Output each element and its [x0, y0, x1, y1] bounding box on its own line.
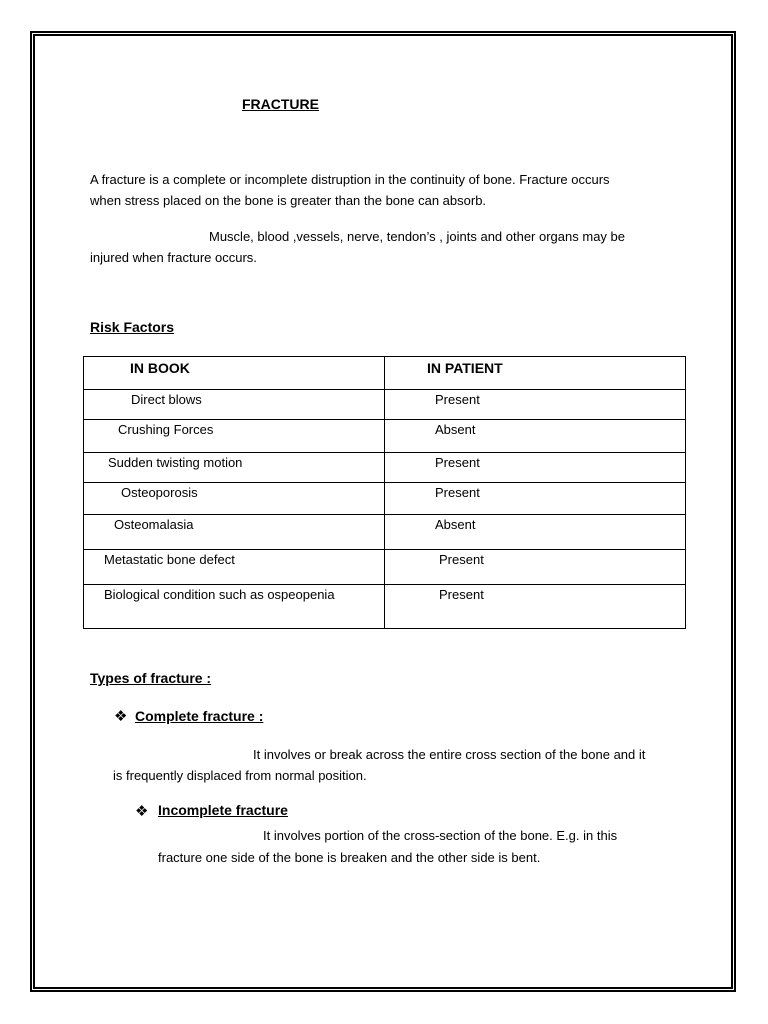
cell-text: Crushing Forces: [118, 422, 214, 437]
table-cell-patient: [385, 453, 686, 483]
column-header-label: IN PATIENT: [427, 360, 503, 376]
column-header-in-book: [84, 357, 385, 390]
table-row: [84, 585, 686, 629]
risk-factors-table: [83, 356, 686, 629]
cell-text: Present: [439, 587, 484, 602]
cell-text: Absent: [435, 517, 476, 532]
intro-line-4: injured when fracture occurs.: [90, 250, 257, 265]
complete-fracture-line-2: is frequently displaced from normal position.: [113, 768, 367, 783]
diamond-bullet-icon: ❖: [135, 803, 149, 820]
page-title: FRACTURE: [242, 96, 319, 112]
incomplete-fracture-line-2: fracture one side of the bone is breaken and the other side is bent.: [158, 850, 541, 865]
diamond-bullet-icon: ❖: [114, 708, 128, 725]
cell-text: Biological condition such as ospeopenia: [104, 587, 335, 602]
table-header-row: [84, 357, 686, 390]
cell-text: Osteomalasia: [114, 517, 194, 532]
table-cell-book: [84, 390, 385, 420]
table-cell-book: [84, 483, 385, 515]
table-cell-patient: [385, 515, 686, 550]
table-cell-book: [84, 515, 385, 550]
types-of-fracture-heading: Types of fracture :: [90, 670, 212, 686]
incomplete-fracture-line-1: It involves portion of the cross-section of the bone. E.g. in this: [263, 828, 618, 843]
cell-text: Present: [435, 392, 480, 407]
cell-text: Present: [435, 455, 480, 470]
table-row: [84, 483, 686, 515]
intro-line-1: A fracture is a complete or incomplete distruption in the continuity of bone. Fracture occurs: [90, 172, 610, 187]
complete-fracture-heading: Complete fracture :: [135, 708, 264, 724]
table-cell-patient: [385, 390, 686, 420]
cell-text: Present: [439, 552, 484, 567]
column-header-in-patient: [385, 357, 686, 390]
cell-text: Direct blows: [131, 392, 202, 407]
table-cell-patient: [385, 483, 686, 515]
table-cell-book: [84, 550, 385, 585]
table-row: [84, 420, 686, 453]
cell-text: Metastatic bone defect: [104, 552, 235, 567]
intro-line-3: Muscle, blood ,vessels, nerve, tendon’s , joints and other organs may be: [209, 229, 625, 244]
risk-factors-heading: Risk Factors: [90, 319, 175, 335]
table-row: [84, 453, 686, 483]
table-cell-book: [84, 453, 385, 483]
table-cell-patient: [385, 550, 686, 585]
column-header-label: IN BOOK: [130, 360, 190, 376]
cell-text: Osteoporosis: [121, 485, 198, 500]
cell-text: Absent: [435, 422, 476, 437]
table-row: [84, 550, 686, 585]
complete-fracture-line-1: It involves or break across the entire cross section of the bone and it: [253, 747, 646, 762]
incomplete-fracture-heading: Incomplete fracture: [158, 802, 288, 818]
table-cell-book: [84, 585, 385, 629]
cell-text: Present: [435, 485, 480, 500]
table-cell-patient: [385, 420, 686, 453]
table-row: [84, 515, 686, 550]
intro-line-2: when stress placed on the bone is greater than the bone can absorb.: [90, 193, 487, 208]
table-row: [84, 390, 686, 420]
table-cell-patient: [385, 585, 686, 629]
table-cell-book: [84, 420, 385, 453]
cell-text: Sudden twisting motion: [108, 455, 243, 470]
